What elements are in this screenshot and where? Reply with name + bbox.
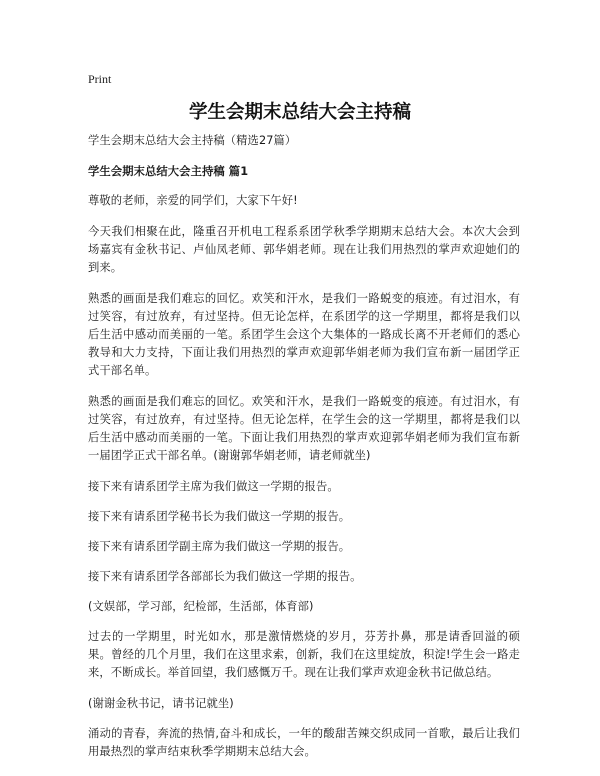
paragraph-secretary-report: 接下来有请系团学秘书长为我们做这一学期的报告。 [88, 510, 351, 523]
paragraph-review: 过去的一学期里，时光如水，那是激情燃烧的岁月，芬芳扑鼻，那是请香回溢的硕果。曾经的几个月里，我们在这里求索，创新，我们在这里绽放，积淀!学生会一路走来，不断成长。举首回望，我们感慨万千。现在让我们掌声欢迎金秋书记做总结。 [88, 630, 520, 679]
paragraph-department-report: 接下来有请系团学各部部长为我们做这一学期的报告。 [88, 570, 362, 583]
section-heading: 学生会期末总结大会主持稿 篇1 [88, 165, 249, 178]
paragraph-opening: 今天我们相聚在此，隆重召开机电工程系系团学秋季学期期末总结大会。本次大会到场嘉宾有金秋书记、卢仙凤老师、郭华娟老师。现在让我们用热烈的掌声欢迎她们的到来。 [88, 225, 520, 274]
print-label[interactable]: Print [88, 72, 112, 86]
paragraph-memories-2: 熟悉的画面是我们难忘的回忆。欢笑和汗水，是我们一路蜕变的痕迹。有过泪水，有过笑容，有过放弃，有过坚持。但无论怎样，在学生会的这一学期里，都将是我们以后生活中感动而美丽的一笔。下面让我们用热烈的掌声欢迎郭华娟老师为我们宣布新一届团学正式干部名单。(谢谢郭华娟老师，请老师就坐) [88, 395, 520, 462]
subtitle: 学生会期末总结大会主持稿（精选27篇） [88, 134, 297, 147]
paragraph-vice-chair-report: 接下来有请系团学副主席为我们做这一学期的报告。 [88, 540, 351, 553]
paragraph-greeting: 尊敬的老师，亲爱的同学们，大家下午好! [88, 194, 298, 207]
paragraph-chair-report: 接下来有请系团学主席为我们做这一学期的报告。 [88, 480, 339, 493]
paragraph-closing: 涌动的青春，奔流的热情,奋斗和成长，一年的酸甜苦辣交织成同一首歌，最后让我们用最热烈的掌声结束秋季学期期末总结大会。 [88, 727, 520, 758]
paragraph-thanks: (谢谢金秋书记，请书记就坐) [88, 697, 234, 710]
page-title: 学生会期末总结大会主持稿 [188, 102, 411, 123]
paragraph-departments: (文娱部，学习部，纪检部，生活部，体育部) [88, 600, 314, 613]
paragraph-memories-1: 熟悉的画面是我们难忘的回忆。欢笑和汗水，是我们一路蜕变的痕迹。有过泪水，有过笑容，有过放弃，有过坚持。但无论怎样，在系团学的这一学期里，都将是我们以后生活中感动而美丽的一笔。系团学生会这个大集体的一路成长离不开老师们的悉心教导和大力支持，下面让我们用热烈的掌声欢迎郭华娟老师为我们宣布新一届团学正式干部名单。 [88, 292, 520, 377]
document-body [88, 132, 520, 774]
